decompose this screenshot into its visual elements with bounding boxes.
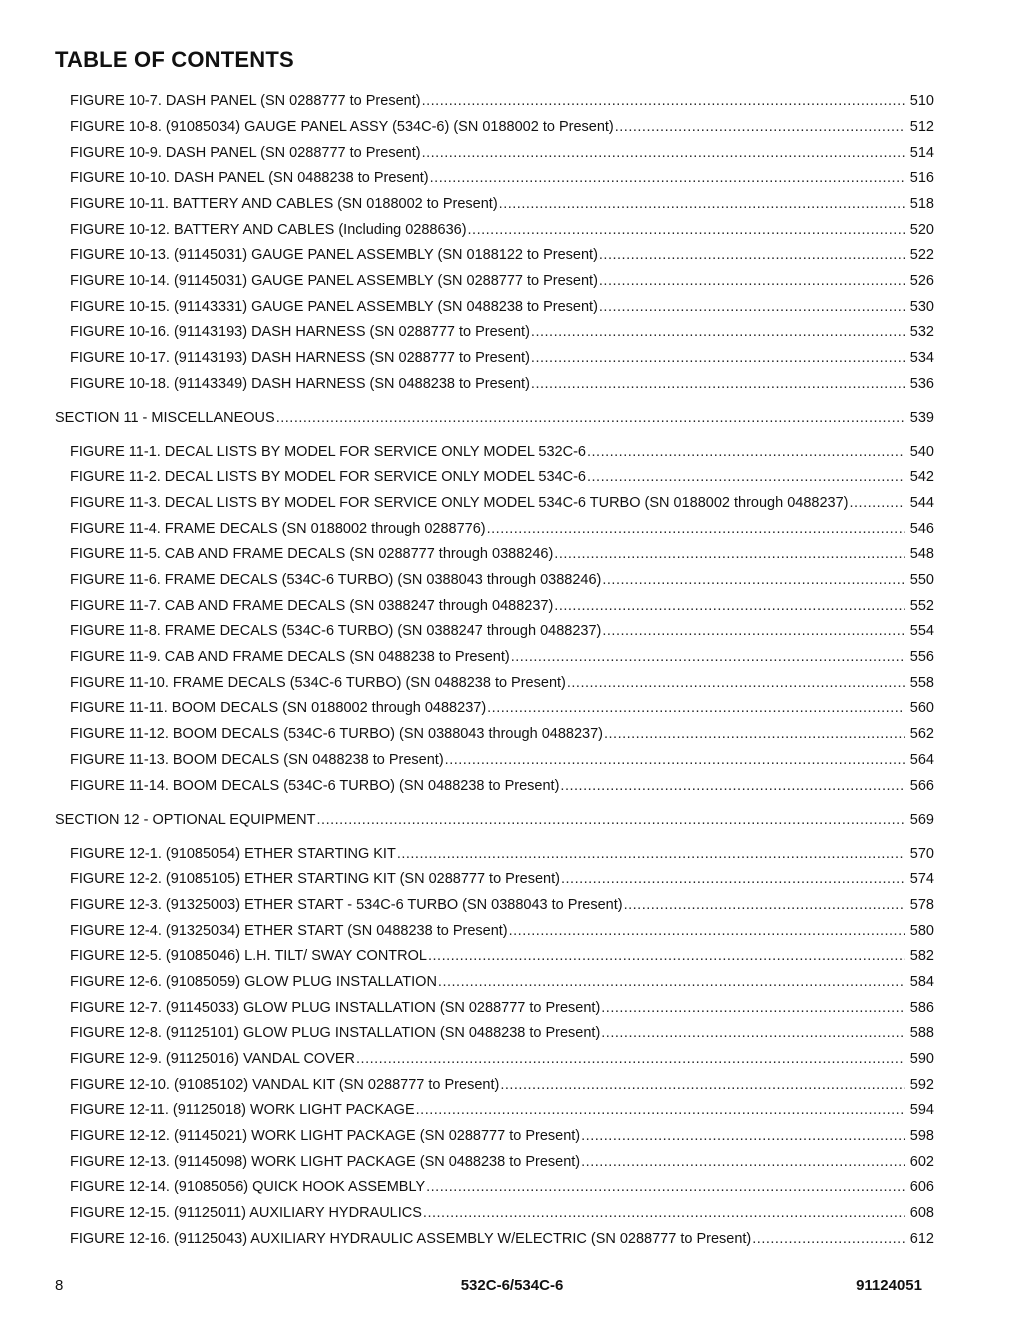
toc-figure-entry[interactable] — [70, 322, 934, 342]
toc-figure-entry[interactable] — [70, 698, 934, 718]
toc-entry-page: 539 — [909, 410, 934, 426]
toc-entry-page: 590 — [909, 1051, 934, 1067]
toc-dot-leader — [581, 1126, 905, 1146]
toc-entry-title: SECTION 11 - MISCELLANEOUS — [55, 410, 275, 426]
toc-figure-entry[interactable] — [70, 972, 934, 992]
toc-entry-page: 594 — [909, 1102, 934, 1118]
toc-dot-leader — [276, 408, 905, 428]
toc-entry-page: 588 — [909, 1025, 934, 1041]
footer-doc-number: 91124051 — [856, 1277, 922, 1294]
toc-figure-entry[interactable] — [70, 117, 934, 137]
toc-dot-leader — [317, 810, 905, 830]
toc-entry-page: 536 — [909, 376, 934, 392]
toc-figure-entry[interactable] — [70, 220, 934, 240]
toc-entry-title: FIGURE 11-1. DECAL LISTS BY MODEL FOR SERVICE ONLY MODEL 532C-6 — [70, 444, 586, 460]
toc-figure-entry[interactable] — [70, 91, 934, 111]
toc-entry-title: FIGURE 11-4. FRAME DECALS (SN 0188002 through 0288776) — [70, 521, 486, 537]
toc-entry-page: 566 — [909, 778, 934, 794]
toc-entry-page: 558 — [909, 675, 934, 691]
toc-entry-title: FIGURE 10-12. BATTERY AND CABLES (Including 0288636) — [70, 222, 467, 238]
toc-dot-leader — [511, 647, 905, 667]
toc-entry-page: 574 — [909, 871, 934, 887]
toc-figure-entry[interactable] — [70, 1152, 934, 1172]
toc-entry-page: 520 — [909, 222, 934, 238]
toc-entry-page: 584 — [909, 974, 934, 990]
toc-entry-title: FIGURE 12-10. (91085102) VANDAL KIT (SN 0288777 to Present) — [70, 1077, 500, 1093]
toc-figure-entry[interactable] — [70, 570, 934, 590]
toc-entry-title: FIGURE 11-14. BOOM DECALS (534C-6 TURBO) (SN 0488238 to Present) — [70, 778, 560, 794]
toc-dot-leader — [587, 442, 905, 462]
toc-figure-entry[interactable] — [70, 271, 934, 291]
toc-figure-entry[interactable] — [70, 750, 934, 770]
toc-entry-title: FIGURE 12-14. (91085056) QUICK HOOK ASSEMBLY — [70, 1179, 426, 1195]
toc-figure-entry[interactable] — [70, 844, 934, 864]
toc-entry-title: FIGURE 12-12. (91145021) WORK LIGHT PACKAGE (SN 0288777 to Present) — [70, 1128, 581, 1144]
toc-entry-page: 542 — [909, 469, 934, 485]
toc-figure-entry[interactable] — [70, 776, 934, 796]
toc-entry-title: FIGURE 11-2. DECAL LISTS BY MODEL FOR SERVICE ONLY MODEL 534C-6 — [70, 469, 586, 485]
toc-entry-title: FIGURE 11-10. FRAME DECALS (534C-6 TURBO) (SN 0488238 to Present) — [70, 675, 566, 691]
toc-dot-leader — [356, 1049, 905, 1069]
toc-dot-leader — [422, 143, 905, 163]
toc-figure-entry[interactable] — [70, 596, 934, 616]
toc-dot-leader — [531, 322, 905, 342]
toc-dot-leader — [587, 467, 905, 487]
toc-entry-title: FIGURE 11-7. CAB AND FRAME DECALS (SN 0388247 through 0488237) — [70, 598, 554, 614]
toc-entry-title: FIGURE 11-5. CAB AND FRAME DECALS (SN 0288777 through 0388246) — [70, 546, 554, 562]
toc-entry-page: 606 — [909, 1179, 934, 1195]
toc-dot-leader — [531, 348, 905, 368]
toc-figure-entry[interactable] — [70, 1100, 934, 1120]
toc-entry-title: FIGURE 10-8. (91085034) GAUGE PANEL ASSY (534C-6) (SN 0188002 to Present) — [70, 119, 614, 135]
toc-entry-title: FIGURE 12-3. (91325003) ETHER START - 534C-6 TURBO (SN 0388043 to Present) — [70, 897, 623, 913]
toc-figure-entry[interactable] — [70, 946, 934, 966]
toc-entry-page: 556 — [909, 649, 934, 665]
toc-dot-leader — [599, 271, 905, 291]
toc-dot-leader — [599, 245, 905, 265]
toc-dot-leader — [561, 869, 905, 889]
toc-dot-leader — [487, 519, 905, 539]
toc-entry-page: 598 — [909, 1128, 934, 1144]
toc-entry-title: FIGURE 10-14. (91145031) GAUGE PANEL ASSEMBLY (SN 0288777 to Present) — [70, 273, 598, 289]
toc-figure-entry[interactable] — [70, 1049, 934, 1069]
page-title: TABLE OF CONTENTS — [55, 47, 294, 72]
toc-entry-title: FIGURE 10-18. (91143349) DASH HARNESS (SN 0488238 to Present) — [70, 376, 530, 392]
toc-entry-title: FIGURE 10-9. DASH PANEL (SN 0288777 to Present) — [70, 145, 421, 161]
toc-figure-entry[interactable] — [70, 519, 934, 539]
toc-entry-title: FIGURE 11-9. CAB AND FRAME DECALS (SN 0488238 to Present) — [70, 649, 510, 665]
toc-entry-page: 534 — [909, 350, 934, 366]
toc-entry-page: 548 — [909, 546, 934, 562]
toc-entry-title: FIGURE 10-11. BATTERY AND CABLES (SN 0188002 to Present) — [70, 196, 498, 212]
toc-entry-title: FIGURE 11-13. BOOM DECALS (SN 0488238 to Present) — [70, 752, 444, 768]
toc-entry-page: 512 — [909, 119, 934, 135]
toc-entry-title: FIGURE 12-9. (91125016) VANDAL COVER — [70, 1051, 356, 1067]
toc-entry-page: 592 — [909, 1077, 934, 1093]
toc-dot-leader — [445, 750, 905, 770]
toc-figure-entry[interactable] — [70, 647, 934, 667]
toc-entry-page: 602 — [909, 1154, 934, 1170]
toc-entry-page: 560 — [909, 700, 934, 716]
toc-entry-title: FIGURE 11-11. BOOM DECALS (SN 0188002 through 0488237) — [70, 700, 487, 716]
toc-figure-entry[interactable] — [70, 673, 934, 693]
toc-figure-entry[interactable] — [70, 921, 934, 941]
toc-dot-leader — [602, 570, 905, 590]
toc-dot-leader — [554, 596, 905, 616]
footer-page-number: 8 — [55, 1277, 64, 1294]
toc-dot-leader — [430, 168, 905, 188]
toc-entry-page: 608 — [909, 1205, 934, 1221]
toc-figure-entry[interactable] — [70, 493, 934, 513]
toc-figure-entry[interactable] — [70, 467, 934, 487]
toc-dot-leader — [615, 117, 905, 137]
toc-dot-leader — [599, 297, 905, 317]
toc-dot-leader — [499, 194, 905, 214]
toc-dot-leader — [500, 1075, 905, 1095]
toc-entry-title: FIGURE 12-2. (91085105) ETHER STARTING KIT (SN 0288777 to Present) — [70, 871, 560, 887]
toc-entry-page: 544 — [909, 495, 934, 511]
toc-dot-leader — [509, 921, 905, 941]
toc-entry-page: 569 — [909, 812, 934, 828]
toc-entry-title: FIGURE 12-4. (91325034) ETHER START (SN 0488238 to Present) — [70, 923, 508, 939]
toc-dot-leader — [567, 673, 905, 693]
toc-entry-title: FIGURE 12-1. (91085054) ETHER STARTING KIT — [70, 846, 396, 862]
toc-dot-leader — [602, 621, 905, 641]
toc-dot-leader — [604, 724, 905, 744]
toc-figure-entry[interactable] — [70, 168, 934, 188]
toc-entry-title: SECTION 12 - OPTIONAL EQUIPMENT — [55, 812, 316, 828]
toc-figure-entry[interactable] — [70, 544, 934, 564]
toc-entry-page: 522 — [909, 247, 934, 263]
toc-figure-entry[interactable] — [70, 895, 934, 915]
toc-entry-page: 578 — [909, 897, 934, 913]
toc-entry-title: FIGURE 12-8. (91125101) GLOW PLUG INSTALLATION (SN 0488238 to Present) — [70, 1025, 601, 1041]
toc-entry-page: 612 — [909, 1231, 934, 1247]
toc-dot-leader — [581, 1152, 905, 1172]
toc-figure-entry[interactable] — [70, 297, 934, 317]
toc-dot-leader — [624, 895, 905, 915]
toc-dot-leader — [601, 998, 905, 1018]
toc-entry-title: FIGURE 12-6. (91085059) GLOW PLUG INSTALLATION — [70, 974, 437, 990]
toc-entry-page: 546 — [909, 521, 934, 537]
toc-section-entry[interactable] — [55, 810, 934, 830]
toc-entry-page: 582 — [909, 948, 934, 964]
toc-entry-page: 516 — [909, 170, 934, 186]
toc-dot-leader — [438, 972, 905, 992]
toc-figure-entry[interactable] — [70, 869, 934, 889]
toc-entry-title: FIGURE 10-16. (91143193) DASH HARNESS (SN 0288777 to Present) — [70, 324, 530, 340]
toc-figure-entry[interactable] — [70, 1203, 934, 1223]
toc-figure-entry[interactable] — [70, 245, 934, 265]
toc-figure-entry[interactable] — [70, 1023, 934, 1043]
toc-figure-entry[interactable] — [70, 1229, 934, 1249]
toc-figure-entry[interactable] — [70, 442, 934, 462]
toc-dot-leader — [487, 698, 905, 718]
toc-dot-leader — [560, 776, 905, 796]
toc-figure-entry[interactable] — [70, 1075, 934, 1095]
toc-entry-page: 526 — [909, 273, 934, 289]
toc-entry-page: 550 — [909, 572, 934, 588]
toc-section-entry[interactable] — [55, 408, 934, 428]
toc-dot-leader — [397, 844, 905, 864]
toc-dot-leader — [468, 220, 905, 240]
toc-figure-entry[interactable] — [70, 374, 934, 394]
toc-figure-entry[interactable] — [70, 998, 934, 1018]
toc-dot-leader — [752, 1229, 905, 1249]
toc-figure-entry[interactable] — [70, 724, 934, 744]
toc-entry-page: 564 — [909, 752, 934, 768]
toc-figure-entry[interactable] — [70, 348, 934, 368]
toc-figure-entry[interactable] — [70, 143, 934, 163]
toc-dot-leader — [601, 1023, 905, 1043]
toc-figure-entry[interactable] — [70, 194, 934, 214]
toc-entry-page: 570 — [909, 846, 934, 862]
toc-dot-leader — [554, 544, 905, 564]
toc-figure-entry[interactable] — [70, 1126, 934, 1146]
toc-entry-page: 562 — [909, 726, 934, 742]
toc-entry-title: FIGURE 11-8. FRAME DECALS (534C-6 TURBO) (SN 0388247 through 0488237) — [70, 623, 602, 639]
toc-entry-title: FIGURE 10-10. DASH PANEL (SN 0488238 to Present) — [70, 170, 429, 186]
toc-entry-page: 586 — [909, 1000, 934, 1016]
toc-entry-page: 554 — [909, 623, 934, 639]
toc-entry-page: 552 — [909, 598, 934, 614]
toc-entry-title: FIGURE 10-13. (91145031) GAUGE PANEL ASSEMBLY (SN 0188122 to Present) — [70, 247, 598, 263]
toc-entry-title: FIGURE 11-6. FRAME DECALS (534C-6 TURBO) (SN 0388043 through 0388246) — [70, 572, 602, 588]
toc-entry-title: FIGURE 12-5. (91085046) L.H. TILT/ SWAY CONTROL — [70, 948, 427, 964]
toc-entry-page: 580 — [909, 923, 934, 939]
footer-model: 532C-6/534C-6 — [460, 1277, 564, 1294]
toc-entry-title: FIGURE 12-16. (91125043) AUXILIARY HYDRAULIC ASSEMBLY W/ELECTRIC (SN 0288777 to Present) — [70, 1231, 752, 1247]
toc-figure-entry[interactable] — [70, 621, 934, 641]
toc-dot-leader — [416, 1100, 905, 1120]
toc-dot-leader — [531, 374, 905, 394]
toc-entry-title: FIGURE 11-3. DECAL LISTS BY MODEL FOR SERVICE ONLY MODEL 534C-6 TURBO (SN 0188002 through 0488237) — [70, 495, 849, 511]
toc-entry-page: 510 — [909, 93, 934, 109]
toc-entry-title: FIGURE 12-11. (91125018) WORK LIGHT PACKAGE — [70, 1102, 415, 1118]
toc-entry-title: FIGURE 12-7. (91145033) GLOW PLUG INSTALLATION (SN 0288777 to Present) — [70, 1000, 601, 1016]
toc-entry-title: FIGURE 10-17. (91143193) DASH HARNESS (SN 0288777 to Present) — [70, 350, 530, 366]
toc-figure-entry[interactable] — [70, 1177, 934, 1197]
toc-dot-leader — [422, 91, 905, 111]
toc-entry-title: FIGURE 12-15. (91125011) AUXILIARY HYDRAULICS — [70, 1205, 422, 1221]
toc-entry-title: FIGURE 12-13. (91145098) WORK LIGHT PACKAGE (SN 0488238 to Present) — [70, 1154, 581, 1170]
toc-dot-leader — [428, 946, 905, 966]
toc-dot-leader — [423, 1203, 905, 1223]
toc-entry-title: FIGURE 10-15. (91143331) GAUGE PANEL ASSEMBLY (SN 0488238 to Present) — [70, 299, 598, 315]
toc-entry-page: 532 — [909, 324, 934, 340]
toc-entry-page: 518 — [909, 196, 934, 212]
toc-entry-page: 540 — [909, 444, 934, 460]
toc-entry-page: 530 — [909, 299, 934, 315]
toc-dot-leader — [426, 1177, 905, 1197]
toc-dot-leader — [850, 493, 906, 513]
toc-entry-title: FIGURE 10-7. DASH PANEL (SN 0288777 to Present) — [70, 93, 421, 109]
toc-entry-page: 514 — [909, 145, 934, 161]
toc-entry-title: FIGURE 11-12. BOOM DECALS (534C-6 TURBO) (SN 0388043 through 0488237) — [70, 726, 603, 742]
